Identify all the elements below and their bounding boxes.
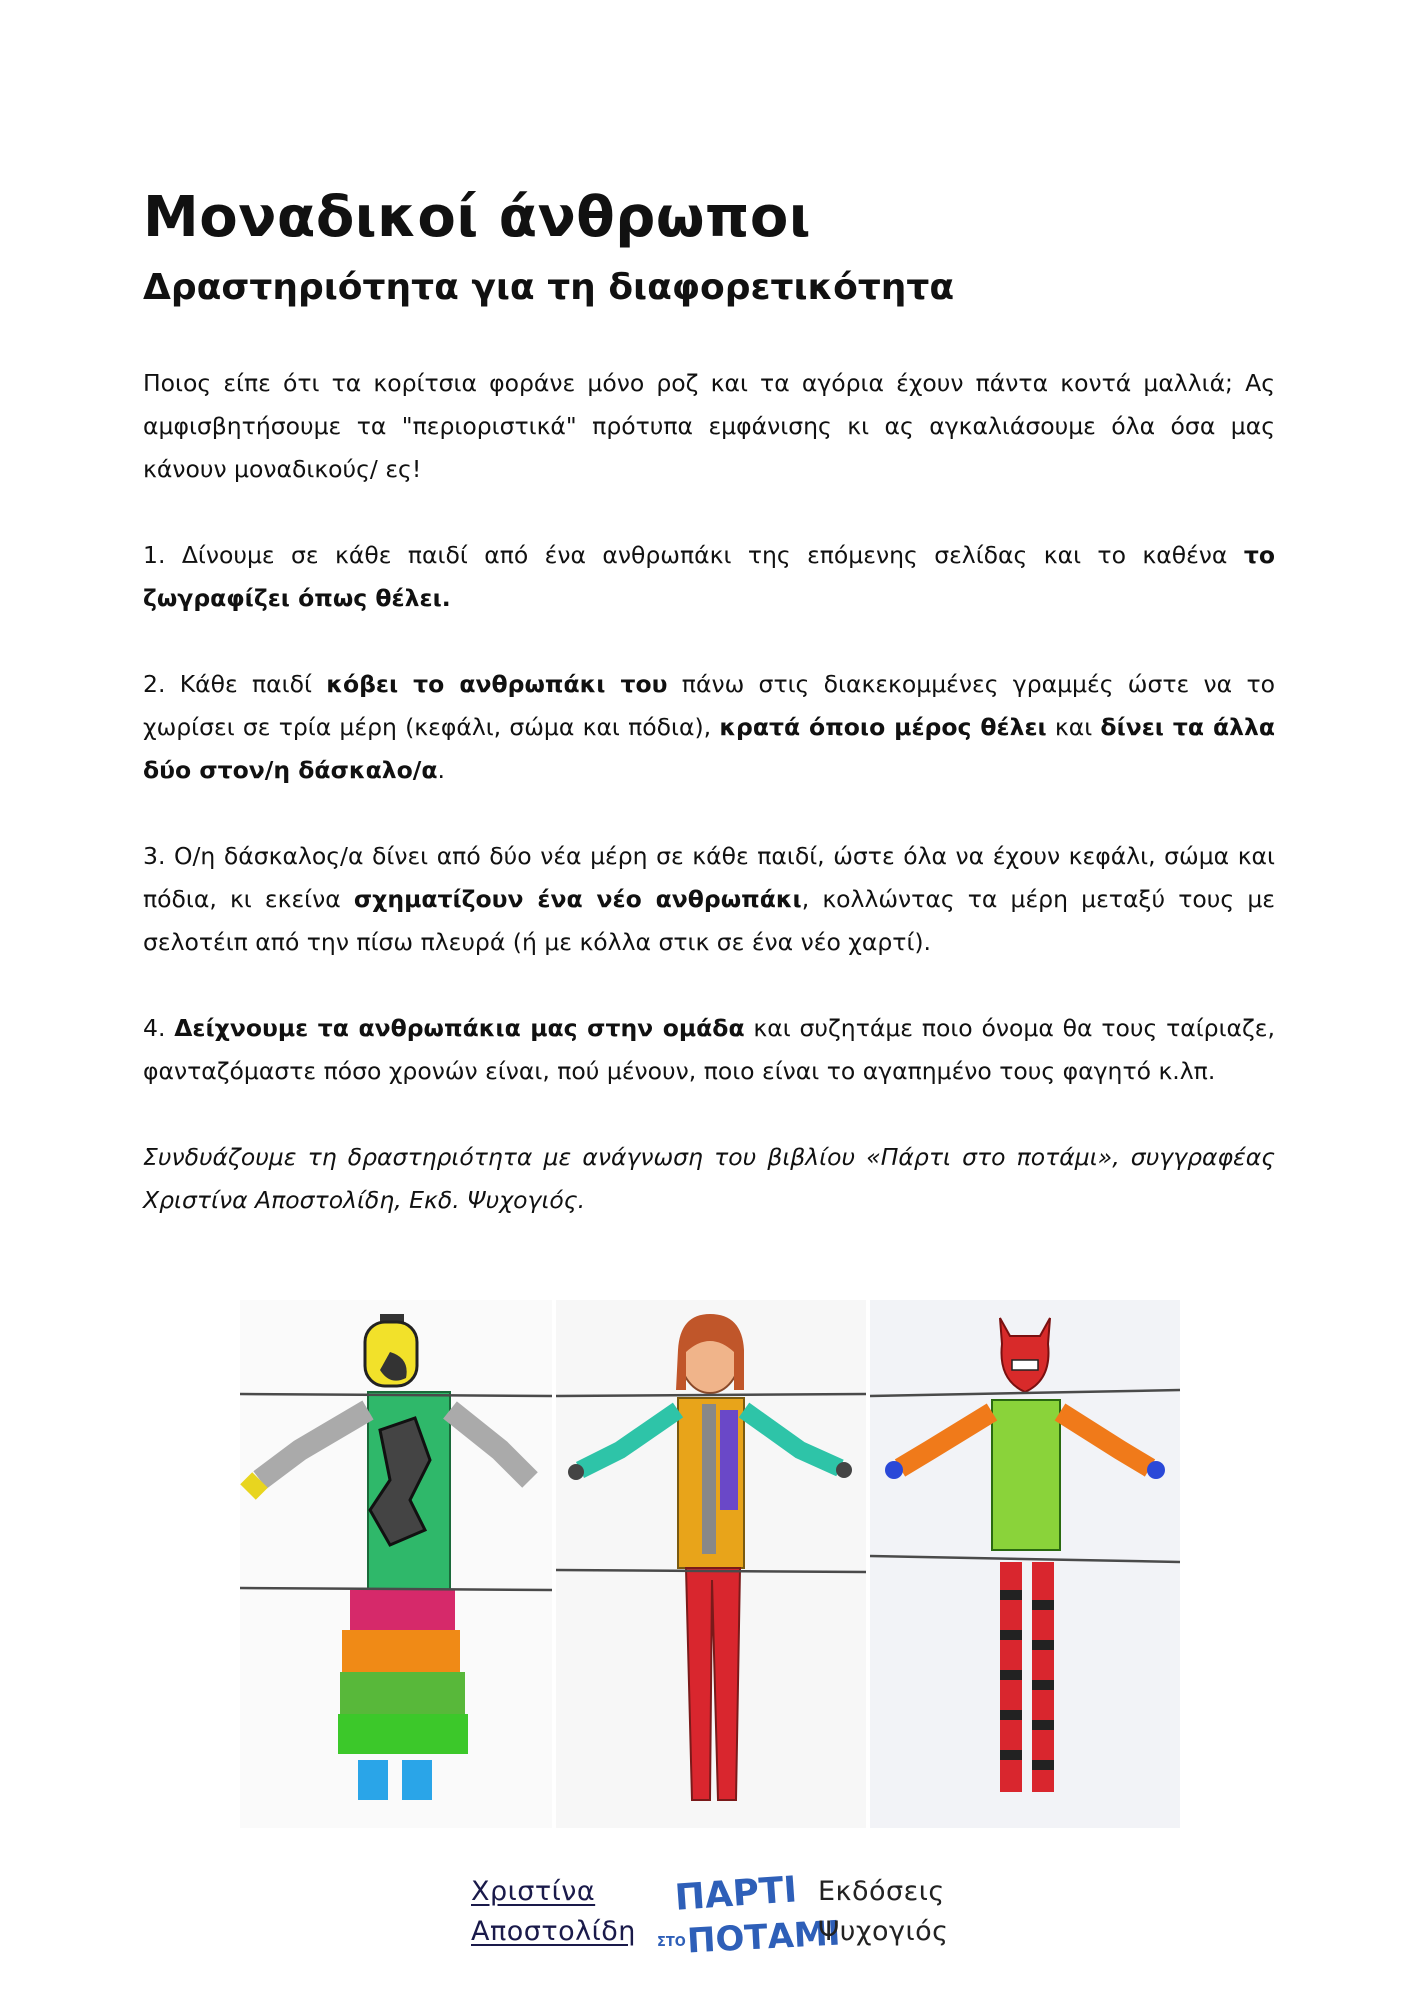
step-4-text-a: 4. [143, 1014, 175, 1042]
step-2-text-c: και [1046, 713, 1101, 741]
drawings-illustration [240, 1300, 1180, 1828]
logo-text-small: ΣΤΟ [657, 1935, 686, 1950]
publisher [818, 1872, 948, 1952]
step-1-text: 1. Δίνουμε σε κάθε παιδί από ένα ανθρωπάκι της επόμενης σελίδας και το καθένα [143, 541, 1244, 569]
party-logo [655, 1868, 842, 1962]
step-2 [143, 663, 1275, 792]
footer [0, 1868, 1414, 1962]
logo-text-bottom: ΠΟΤΑΜΙ [686, 1913, 842, 1962]
book-note: Συνδυάζουμε τη δραστηριότητα με ανάγνωση του βιβλίου «Πάρτι στο ποτάμι», συγγραφέας Χριστίνα Αποστολίδη, Εκδ. Ψυχογιός. [143, 1143, 1275, 1214]
publisher-line-1: Εκδόσεις [818, 1876, 945, 1907]
step-2-bold-a: κόβει το ανθρωπάκι του [326, 670, 668, 698]
logo-text-top: ΠΑΡΤΙ [673, 1869, 799, 1919]
step-4-bold: Δείχνουμε τα ανθρωπάκια μας στην ομάδα [174, 1014, 745, 1042]
intro-paragraph: Ποιος είπε ότι τα κορίτσια φοράνε μόνο ροζ και τα αγόρια έχουν πάντα κοντά μαλλιά; Ας αμφισβητήσουμε τα "περιοριστικά" πρότυπα εμφάνισης κι ας αγκαλιάσουμε όλα όσα μας κάνουν μοναδικούς/ ες! [143, 369, 1275, 483]
author-first-name[interactable]: Χριστίνα [471, 1876, 596, 1907]
publisher-line-2: Ψυχογιός [818, 1916, 949, 1947]
children-drawings [240, 1300, 1180, 1828]
step-4-text-b: και συζητάμε ποιο όνομα θα τους ταίριαζε, φανταζόμαστε πόσο χρονών είναι, πού μένουν, ποιο είναι το αγαπημένο τους φαγητό κ.λπ. [143, 1014, 1275, 1085]
author-last-name[interactable]: Αποστολίδη [471, 1916, 636, 1947]
step-3-text-b: , κολλώντας τα μέρη μεταξύ τους με σελοτέιπ από την πίσω πλευρά (ή με κόλλα στικ σε ένα νέο χαρτί). [143, 885, 1275, 956]
step-2-text-a: 2. Κάθε παιδί [143, 670, 327, 698]
step-3 [143, 835, 1275, 964]
step-3-text-a: 3. Ο/η δάσκαλος/α δίνει από δύο νέα μέρη σε κάθε παιδί, ώστε όλα να έχουν κεφάλι, σώμα και πόδια, κι εκείνα [143, 842, 1275, 913]
step-2-bold-b: κρατά όποιο μέρος θέλει [719, 713, 1047, 741]
step-2-text-d: . [437, 756, 445, 784]
page-subtitle: Δραστηριότητα για τη διαφορετικότητα [143, 267, 955, 308]
step-2-bold-c: δίνει τα άλλα δύο στον/η δάσκαλο/α [143, 713, 1275, 784]
step-2-text-b: πάνω στις διακεκομμένες γραμμές ώστε να το χωρίσει σε τρία μέρη (κεφάλι, σώμα και πόδια), [143, 670, 1275, 741]
step-3-bold: σχηματίζουν ένα νέο ανθρωπάκι [353, 885, 802, 913]
page-title: Μοναδικοί άνθρωποι [143, 185, 812, 250]
step-1 [143, 534, 1275, 620]
author-link[interactable] [471, 1872, 636, 1952]
step-1-bold: το ζωγραφίζει όπως θέλει. [143, 541, 1275, 612]
document-body [143, 362, 1275, 1222]
step-4 [143, 1007, 1275, 1093]
